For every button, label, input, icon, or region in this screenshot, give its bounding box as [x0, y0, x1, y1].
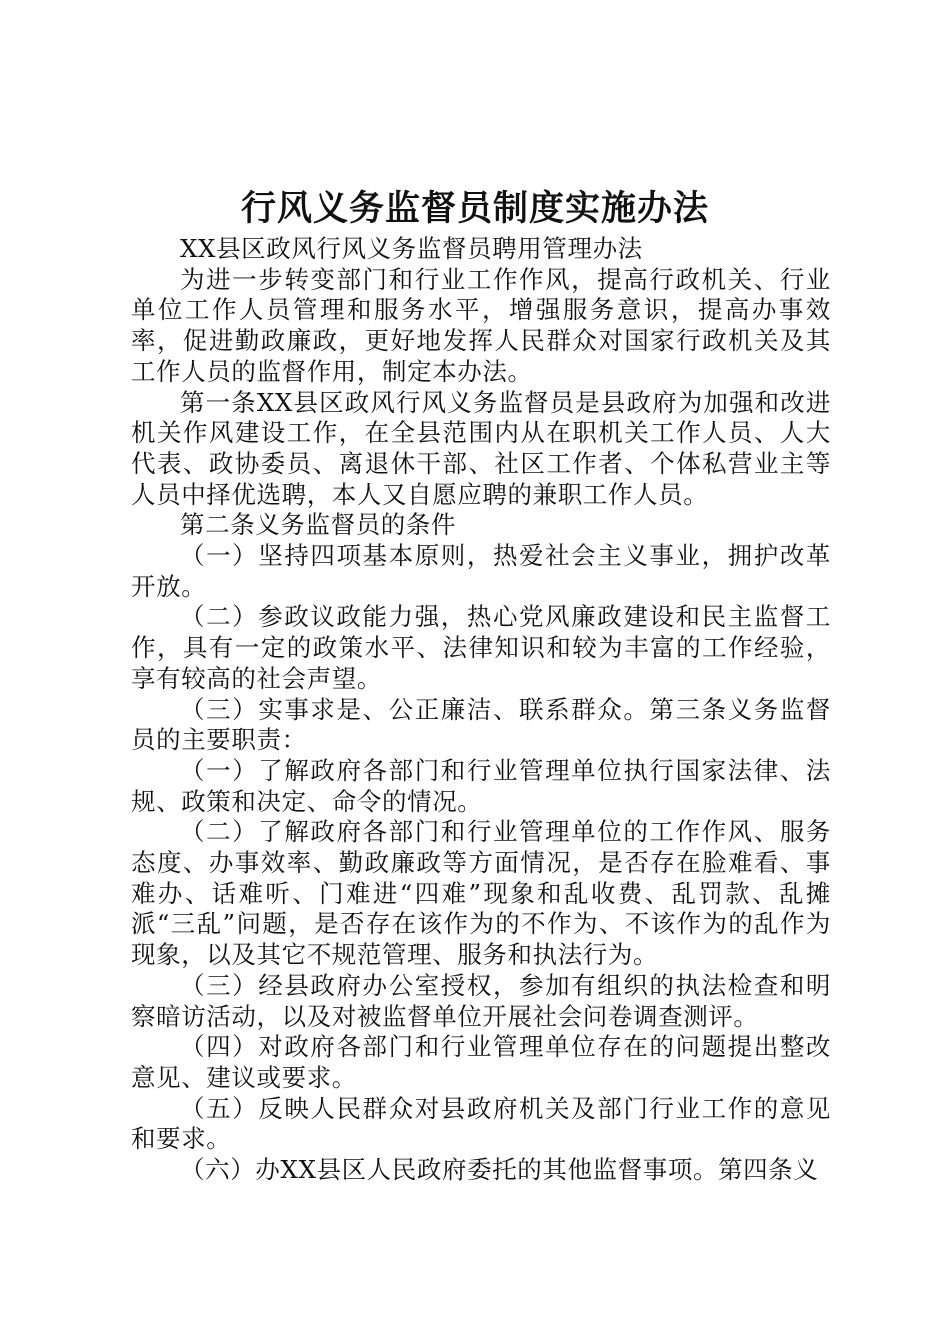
paragraph-duty-4: （四）对政府各部门和行业管理单位存在的问题提出整改意见、建议或要求。 [131, 1032, 831, 1092]
paragraph-duty-1: （一）了解政府各部门和行业管理单位执行国家法律、法规、政策和决定、命令的情况。 [131, 755, 831, 816]
document-body [131, 234, 831, 1186]
paragraph-article-2-heading: 第二条义务监督员的条件 [180, 510, 457, 540]
paragraph-condition-3: （三）实事求是、公正廉洁、联系群众。第三条义务监督员的主要职责： [131, 694, 831, 755]
paragraph-duty-2: （二）了解政府各部门和行业管理单位的工作作风、服务态度、办事效率、勤政廉政等方面情况，是否存在脸难看、事难办、话难听、门难进“四难”现象和乱收费、乱罚款、乱摊派“三乱”问题，是否存在该作为的不作为、不该作为的乱作为现象，以及其它不规范管理、服务和执法行为。 [131, 817, 831, 970]
paragraph-article-1: 第一条XX县区政风行风义务监督员是县政府为加强和改进机关作风建设工作，在全县范围内从在职机关工作人员、人大代表、政协委员、离退休干部、社区工作者、个体私营业主等人员中择优选聘，本人又自愿应聘的兼职工作人员。 [131, 387, 831, 509]
paragraph-preamble: 为进一步转变部门和行业工作作风，提高行政机关、行业单位工作人员管理和服务水平，增强服务意识，提高办事效率，促进勤政廉政，更好地发挥人民群众对国家行政机关及其工作人员的监督作用，制定本办法。 [131, 264, 831, 386]
paragraph-subtitle: XX县区政风行风义务监督员聘用管理办法 [180, 234, 643, 263]
paragraph-duty-5: （五）反映人民群众对县政府机关及部门行业工作的意见和要求。 [131, 1093, 831, 1154]
paragraph-duty-6: （六）办XX县区人民政府委托的其他监督事项。第四条义 [180, 1155, 819, 1185]
paragraph-condition-1: （一）坚持四项基本原则，热爱社会主义事业，拥护改革开放。 [131, 541, 831, 601]
document-title: 行风义务监督员制度实施办法 [240, 188, 709, 229]
paragraph-condition-2: （二）参政议政能力强，热心党风廉政建设和民主监督工作，具有一定的政策水平、法律知识和较为丰富的工作经验，享有较高的社会声望。 [131, 602, 831, 693]
paragraph-duty-3: （三）经县政府办公室授权，参加有组织的执法检查和明察暗访活动，以及对被监督单位开展社会问卷调查测评。 [131, 970, 831, 1031]
